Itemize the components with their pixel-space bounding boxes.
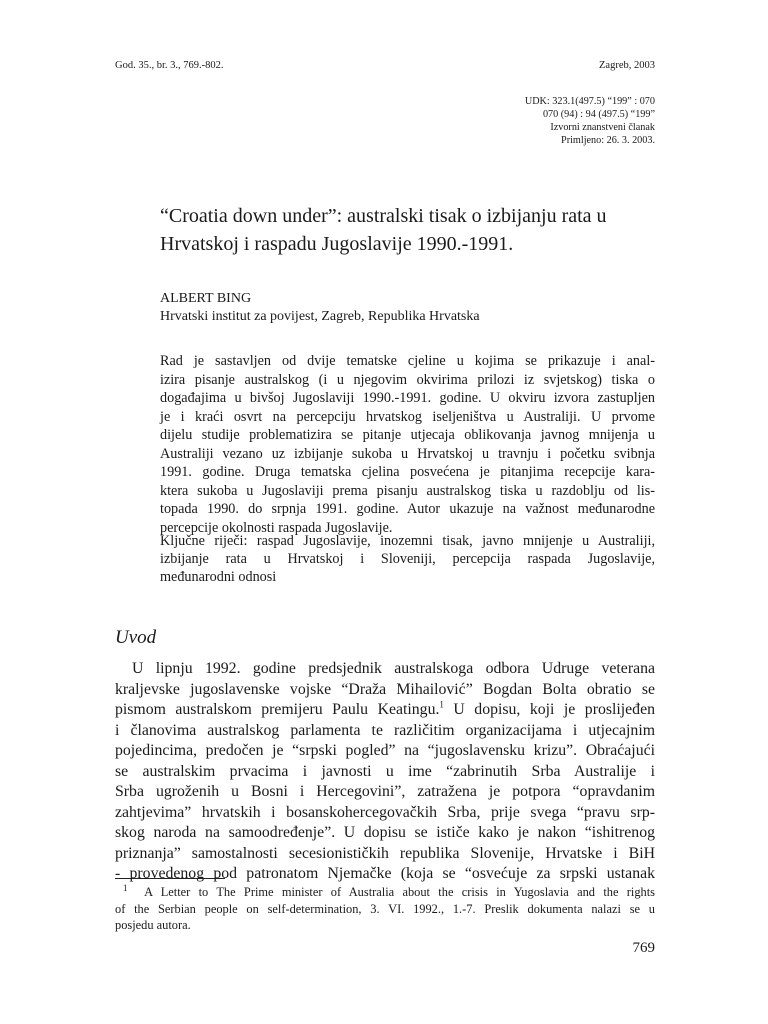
abstract-line: događajima u bivšoj Jugoslaviji 1990.-1991. godine. U okviru izvora zastupljen [160,390,655,406]
section-heading: Uvod [115,627,157,648]
keywords-line: međunarodni odnosi [160,569,277,585]
abstract-line: 1991. godine. Druga tematska cjelina posvećena je pitanjima recepcije kara- [160,464,655,480]
abstract-line: ktera sukoba u Jugoslaviji prema pisanju australskog tiska u razdoblju od lis- [160,482,655,499]
footnote [115,884,655,934]
udk-line-2: 070 (94) : 94 (497.5) “199” [542,109,655,120]
abstract-line: izira pisanje australskog (i u njegovim okvirima prilozi iz svjetskog) tiska o [160,371,655,388]
body-line: kraljevske jugoslavenske vojske “Draža Mihailović” Bogdan Bolta obratio se [115,680,655,698]
abstract-line: topada 1990. do srpnja 1991. godine. Autor ukazuje na važnost međunarodne [160,501,655,517]
place-year: Zagreb, 2003 [599,60,655,71]
body-line: pojedincima, predočen je “srpski pogled” na “jugoslavensku krizu”. Obraćajući [115,742,655,759]
abstract-line: Australiji vezano uz izbijanje sukoba u Hrvatskoj u travnju i početku svibnja [160,445,655,462]
article-type: Izvorni znanstveni članak [550,122,655,133]
author-name: ALBERT BING [160,291,252,306]
footnote-text: A Letter to The Prime minister of Australia about the crisis in Yugoslavia and the rights [144,885,655,899]
body-paragraph [115,659,655,885]
author-affiliation: Hrvatski institut za povijest, Zagreb, Republika Hrvatska [160,309,480,324]
abstract-line: je i kraći osvrt na percepciju hrvatskog iseljeništva u Australiji. U prvome [160,408,655,425]
body-line: i članovima australskog parlamenta te različitim organizacijama i utjecajnim [115,721,655,739]
keywords-line: Ključne riječi: raspad Jugoslavije, inozemni tisak, javno mnijenje u Australiji, [160,533,655,549]
body-line: U lipnju 1992. godine predsjednik australskoga odbora Udruge veterana [132,660,655,677]
body-line: zahtjevima” hrvatskih i bosanskohercegovačkih Srba, prije svega “pravu srp- [115,803,655,821]
body-line-part: U dopisu, koji je proslijeđen [443,701,655,718]
footnote-line [115,884,655,901]
footnote-divider [115,878,225,879]
keywords [160,532,655,586]
article-metadata [395,95,655,147]
body-line-part: pismom australskom premijeru Paulu Keatingu. [115,701,440,718]
abstract-line: dijelu studije problematizira se pitanje utjecaja oblikovanja javnog mnijenja u [160,427,655,443]
title-line-1: “Croatia down under”: australski tisak o izbijanju rata u [160,205,607,227]
footnote-reference[interactable]: 1 [439,699,444,710]
body-line: skog naroda na samoodređenje”. U dopisu se ističe kako je nakon “ishitrenog [115,824,655,841]
journal-issue-info: God. 35., br. 3., 769.-802. [115,60,224,71]
body-line: - provedenog pod patronatom Njemačke (koja se “osvećuje za srpski ustanak [115,865,655,882]
body-line [115,700,655,721]
body-line: priznanja” samostalnosti secesionističkih republika Slovenije, Hrvatske i BiH [115,844,655,862]
page-number: 769 [632,940,655,956]
udk-line-1: UDK: 323.1(497.5) “199” : 070 [524,96,655,107]
author-block [160,290,480,326]
body-line: Srba ugroženih u Bosni i Hercegovini”, zatražena je potpora “opravdanim [115,783,655,800]
footnote-line: of the Serbian people on self-determination, 3. VI. 1992., 1.-7. Preslik dokumenta nalazi se u [115,901,655,916]
footnote-number: 1 [123,882,128,893]
keywords-line: izbijanje rata u Hrvatskoj i Sloveniji, percepcija raspada Jugoslavije, [160,551,655,567]
body-line: se australskim prvacima i javnosti u ime “zabrinutih Srba Australije i [115,762,655,780]
title-line-2: Hrvatskoj i raspadu Jugoslavije 1990.-1991. [160,233,514,255]
abstract-line: percepcije okolnosti raspada Jugoslavije. [160,519,393,536]
article-title [160,202,680,258]
footnote-line: posjedu autora. [115,918,191,932]
abstract [160,352,655,537]
received-date: Primljeno: 26. 3. 2003. [561,135,655,146]
abstract-line: Rad je sastavljen od dvije tematske cjeline u kojima se prikazuje i anal- [160,353,655,369]
